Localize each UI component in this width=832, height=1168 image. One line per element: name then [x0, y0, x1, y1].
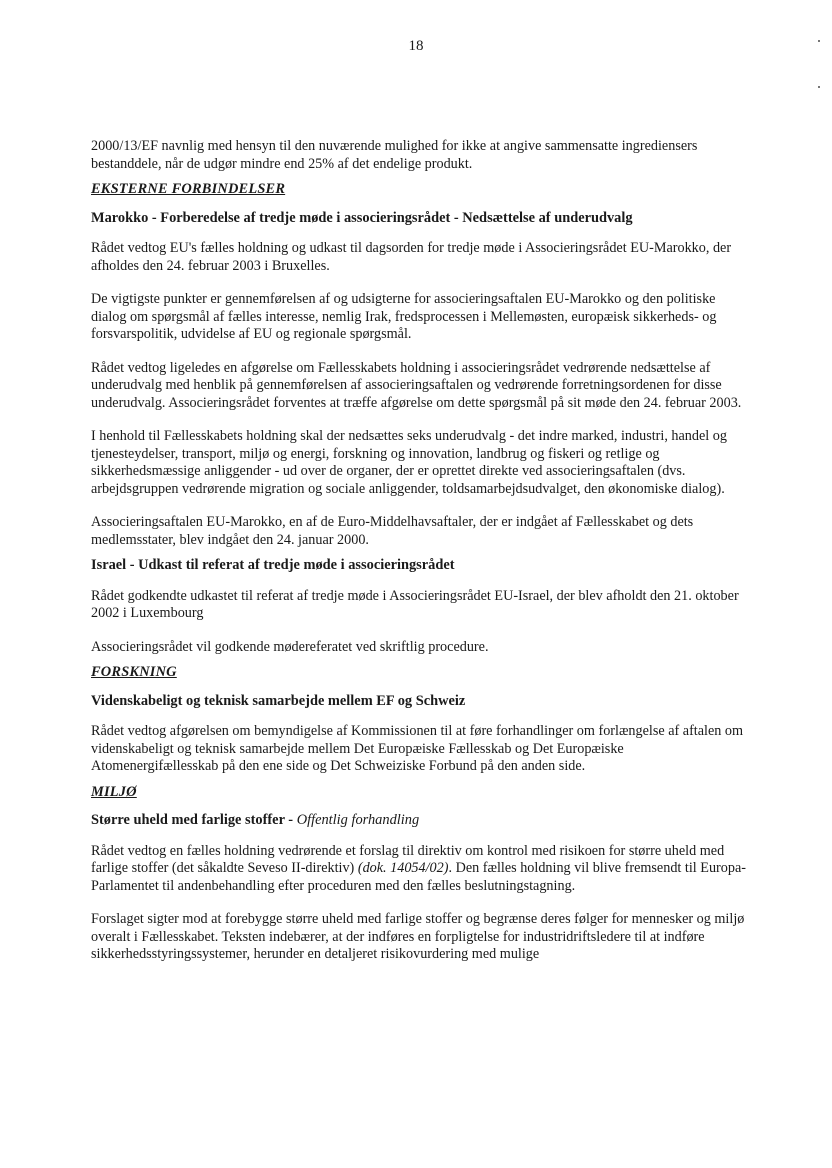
page-number: 18	[408, 38, 424, 54]
item-heading-seveso	[91, 812, 751, 830]
section-heading-environment: MILJØ	[91, 783, 137, 800]
item-heading-morocco: Marokko - Forberedelse af tredje møde i associeringsrådet - Nedsættelse af underudvalg	[91, 209, 633, 226]
paragraph: Rådet vedtog EU's fælles holdning og udkast til dagsorden for tredje møde i Associeringsrådet EU-Marokko, der afholdes den 24. februar 2003 i Bruxelles.	[91, 240, 732, 274]
paragraph	[91, 843, 751, 896]
paragraph: Rådet vedtog ligeledes en afgørelse om Fællesskabets holdning i associeringsrådet vedrørende nedsættelse af underudvalg med henblik på gennemførelsen af associeringsaftalen og vedrørende forretningsordenen for disse underudvalg. Associeringsrådet forventes at træffe afgørelse om dette spørgsmål på sit møde den 24. februar 2003.	[91, 359, 742, 411]
scan-speck	[818, 40, 820, 42]
paragraph: Rådet godkendte udkastet til referat af tredje møde i Associeringsrådet EU-Israel, der blev afholdt den 21. oktober 2002 i Luxembourg	[91, 587, 739, 621]
item-heading-seveso-subtitle: Offentlig forhandling	[296, 812, 420, 828]
item-heading-israel: Israel - Udkast til referat af tredje møde i associeringsrådet	[91, 557, 455, 573]
document-body	[91, 138, 751, 980]
paragraph: Associeringsrådet vil godkende mødereferatet ved skriftlig procedure.	[91, 638, 489, 655]
paragraph-text: . Den fælles holdning vil blive fremsendt til Europa-Parlamentet til andenbehandling efter proceduren med den fælles beslutningstagning.	[91, 860, 746, 894]
paragraph: De vigtigste punkter er gennemførelsen af og udsigterne for associeringsaftalen EU-Marokko og den politiske dialog om spørgsmål af fælles interesse, nemlig Irak, fredsprocessen i Mellemøsten, europæisk sikkerheds- og forsvarspolitik, udvidelse af EU og regionale spørgsmål.	[91, 291, 717, 342]
section-heading-research: FORSKNING	[91, 664, 177, 680]
item-heading-switzerland: Videnskabeligt og teknisk samarbejde mellem EF og Schweiz	[91, 692, 466, 709]
paragraph: I henhold til Fællesskabets holdning skal der nedsættes seks underudvalg - det indre marked, industri, handel og tjenesteydelser, transport, miljø og energi, forskning og innovation, landbrug og fiskeri og retlige og sikkerhedsmæssige anliggender - ud over de organer, der er oprettet direkte ved associeringsaftalen (dvs. arbejdsgruppen vedrørende migration og sociale anliggender, toldsamarbejdsudvalget, den økonomiske dialog).	[91, 428, 727, 497]
scan-speck	[818, 86, 820, 88]
paragraph-text: Rådet vedtog en fælles holdning vedrørende et forslag til direktiv om kontrol med risikoen for større uheld med farlige stoffer (det såkaldte Seveso II-direktiv)	[91, 842, 725, 876]
paragraph: Associeringsaftalen EU-Marokko, en af de Euro-Middelhavsaftaler, der er indgået af Fællesskabet og dets medlemsstater, blev indgået den 24. januar 2000.	[91, 514, 694, 548]
section-heading-external: EKSTERNE FORBINDELSER	[91, 181, 286, 197]
document-reference: (dok. 14054/02)	[357, 860, 449, 876]
paragraph: Rådet vedtog afgørelsen om bemyndigelse af Kommissionen til at føre forhandlinger om forlængelse af aftalen om videnskabeligt og teknisk samarbejde mellem Det Europæiske Fællesskab og Det Europæiske Atomenergifællesskab på den ene side og Det Schweiziske Forbund på den anden side.	[91, 723, 744, 774]
intro-paragraph: 2000/13/EF navnlig med hensyn til den nuværende mulighed for ikke at angive sammensatte ingrediensers bestanddele, når de udgør mindre end 25% af det endelige produkt.	[91, 138, 698, 172]
paragraph: Forslaget sigter mod at forebygge større uheld med farlige stoffer og begrænse deres følger for mennesker og miljø overalt i Fællesskabet. Teksten indebærer, at der indføres en forpligtelse for industridriftsledere til at indføre sikkerhedsstyringssystemer, herunder en detaljeret risikovurdering med mulige	[91, 911, 745, 962]
item-heading-seveso-title: Større uheld med farlige stoffer -	[91, 812, 297, 828]
